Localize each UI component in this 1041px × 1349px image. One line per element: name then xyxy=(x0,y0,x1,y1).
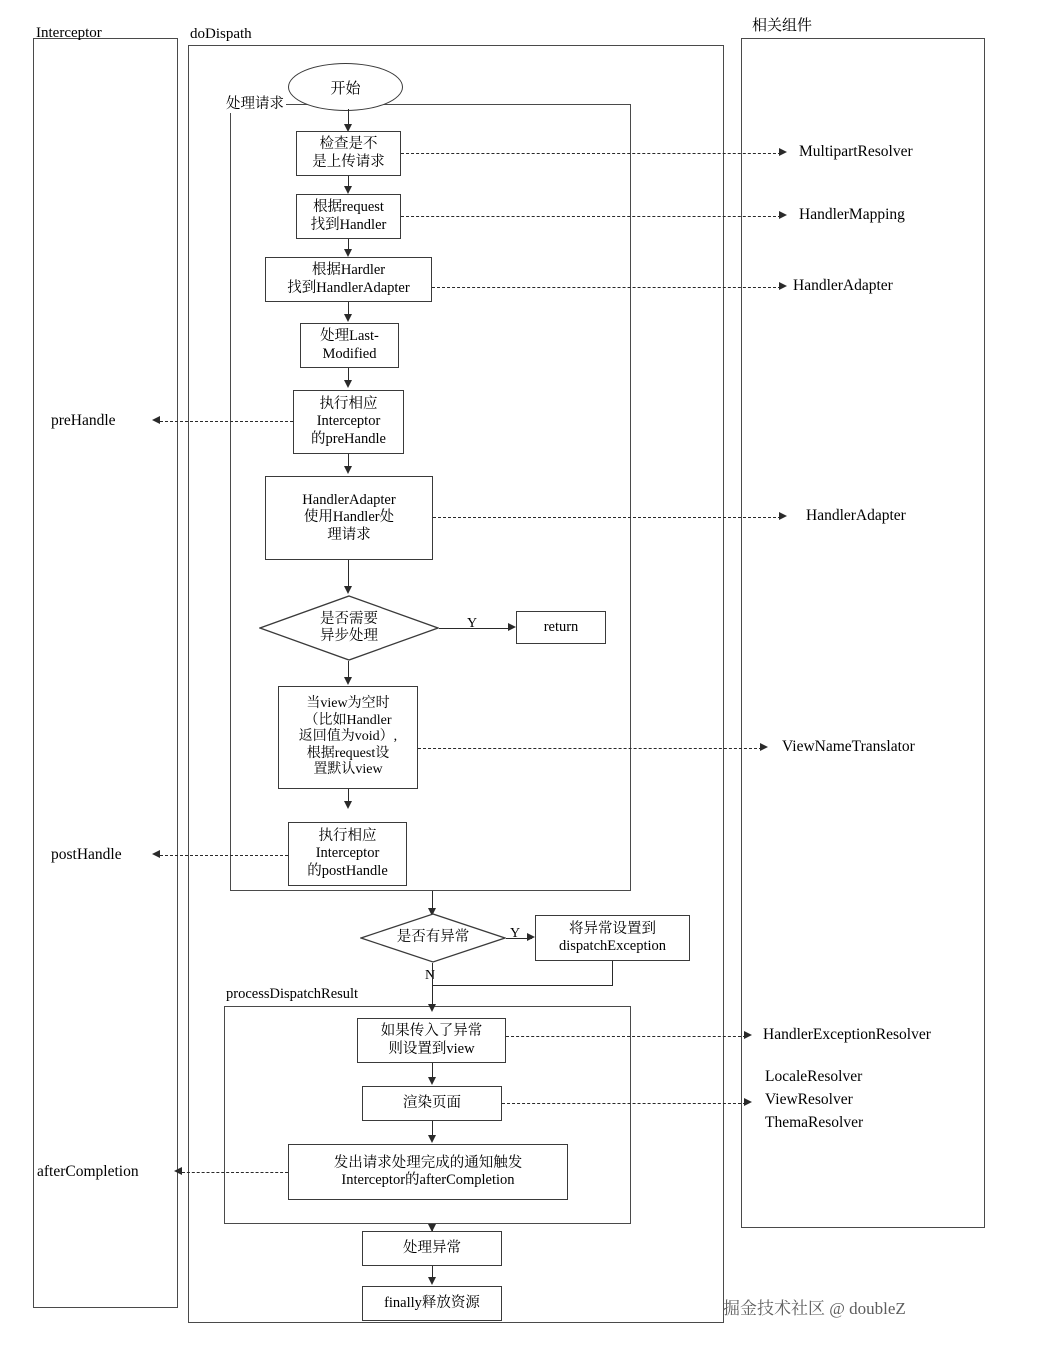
link-handler-adapter-1-arrow xyxy=(779,282,787,290)
component-handler-exception-resolver: HandlerExceptionResolver xyxy=(763,1026,931,1043)
node-render-page: 渲染页面 xyxy=(362,1086,502,1121)
link-post-handle-arrow xyxy=(152,850,160,858)
lane-dodispath-title: doDispath xyxy=(190,26,252,42)
edge-exception-no-arrow xyxy=(428,1004,436,1012)
link-view-resolver xyxy=(502,1103,746,1104)
link-handler-adapter-1 xyxy=(432,287,781,288)
node-finally-release: finally释放资源 xyxy=(362,1286,502,1321)
component-thema-resolver: ThemaResolver xyxy=(765,1114,864,1131)
edge-label-exception-no: N xyxy=(425,968,436,983)
node-start xyxy=(288,63,403,111)
edge-dispatchexception-down xyxy=(612,961,613,985)
component-handler-adapter-2: HandlerAdapter xyxy=(806,507,906,524)
link-view-name-translator-arrow xyxy=(760,743,768,751)
link-multipart-resolver xyxy=(401,153,781,154)
group-handle-request-label: 处理请求 xyxy=(224,92,286,113)
watermark: 掘金技术社区 @ doubleZ xyxy=(723,1299,906,1318)
interceptor-label-after-completion: afterCompletion xyxy=(37,1163,139,1180)
node-adapter-handle: HandlerAdapter 使用Handler处 理请求 xyxy=(265,476,433,560)
link-post-handle xyxy=(160,855,288,856)
group-process-dispatch-result-label: processDispatchResult xyxy=(226,986,359,1002)
interceptor-label-pre-handle: preHandle xyxy=(51,412,116,429)
component-multipart-resolver: MultipartResolver xyxy=(799,143,913,160)
component-view-resolver: ViewResolver xyxy=(765,1091,853,1108)
link-handler-mapping xyxy=(401,216,781,217)
node-find-handler: 根据request 找到Handler xyxy=(296,194,401,239)
node-pre-handle: 执行相应 Interceptor 的preHandle xyxy=(293,390,404,454)
edge-adapterhandle-to-async xyxy=(348,560,349,588)
interceptor-label-post-handle: postHandle xyxy=(51,846,122,863)
exception-decision-text: 是否有异常 xyxy=(396,929,470,946)
node-default-view: 当view为空时 （比如Handler 返回值为void）, 根据request设 置默认view xyxy=(278,686,418,789)
edge-async-yes-arrow xyxy=(508,623,516,631)
node-exception-decision xyxy=(360,913,506,963)
async-decision-text: 是否需要 异步处理 xyxy=(320,610,378,644)
edge-label-async-yes: Y xyxy=(467,616,478,631)
component-view-name-translator: ViewNameTranslator xyxy=(782,738,915,755)
edge-handleexception-to-finally-arrow xyxy=(428,1277,436,1285)
component-locale-resolver: LocaleResolver xyxy=(765,1068,863,1085)
edge-dispatchexception-back xyxy=(432,985,613,986)
link-after-completion xyxy=(182,1172,288,1173)
lane-interceptor xyxy=(33,38,178,1308)
edge-defaultview-to-posthandle-arrow xyxy=(344,801,352,809)
link-pre-handle-arrow xyxy=(152,416,160,424)
node-exception-to-view: 如果传入了异常 则设置到view xyxy=(357,1018,506,1063)
component-handler-adapter-1: HandlerAdapter xyxy=(793,277,893,294)
link-view-name-translator xyxy=(418,748,762,749)
link-view-resolver-arrow xyxy=(744,1098,752,1106)
lane-components-title: 相关组件 xyxy=(752,18,813,34)
edge-adapterhandle-to-async-arrow xyxy=(344,586,352,594)
link-handler-exception-resolver-arrow xyxy=(744,1031,752,1039)
node-check-multipart: 检查是不 是上传请求 xyxy=(296,131,401,176)
edge-lastmodified-to-prehandle-arrow xyxy=(344,380,352,388)
edge-label-exception-yes: Y xyxy=(510,926,521,941)
component-handler-mapping: HandlerMapping xyxy=(799,206,905,223)
link-handler-mapping-arrow xyxy=(779,211,787,219)
node-async-decision xyxy=(259,595,439,661)
link-handler-adapter-2-arrow xyxy=(779,512,787,520)
node-after-completion-notify: 发出请求处理完成的通知触发 Interceptor的afterCompletion xyxy=(288,1144,568,1200)
edge-check-to-findhandler-arrow xyxy=(344,186,352,194)
node-last-modified: 处理Last- Modified xyxy=(300,323,399,368)
lane-interceptor-title: Interceptor xyxy=(36,25,102,41)
edge-render-to-aftercompletion-arrow xyxy=(428,1135,436,1143)
node-handle-exception: 处理异常 xyxy=(362,1231,502,1266)
edge-async-to-defaultview-arrow xyxy=(344,677,352,685)
edge-exception-no xyxy=(432,963,433,1007)
edge-exception-yes-arrow xyxy=(527,933,535,941)
link-pre-handle xyxy=(160,421,293,422)
link-after-completion-arrow xyxy=(174,1167,182,1175)
edge-adapter-to-lastmodified-arrow xyxy=(344,314,352,322)
node-post-handle: 执行相应 Interceptor 的postHandle xyxy=(288,822,407,886)
edge-prehandle-to-adapterhandle-arrow xyxy=(344,466,352,474)
edge-findhandler-to-adapter-arrow xyxy=(344,249,352,257)
link-handler-exception-resolver xyxy=(506,1036,746,1037)
link-multipart-resolver-arrow xyxy=(779,148,787,156)
node-start-label: 开始 xyxy=(330,80,361,97)
edge-exceptionview-to-render-arrow xyxy=(428,1077,436,1085)
node-set-dispatch-exception: 将异常设置到 dispatchException xyxy=(535,915,690,961)
node-return: return xyxy=(516,611,606,644)
node-find-handler-adapter: 根据Hardler 找到HandlerAdapter xyxy=(265,257,432,302)
link-handler-adapter-2 xyxy=(433,517,781,518)
